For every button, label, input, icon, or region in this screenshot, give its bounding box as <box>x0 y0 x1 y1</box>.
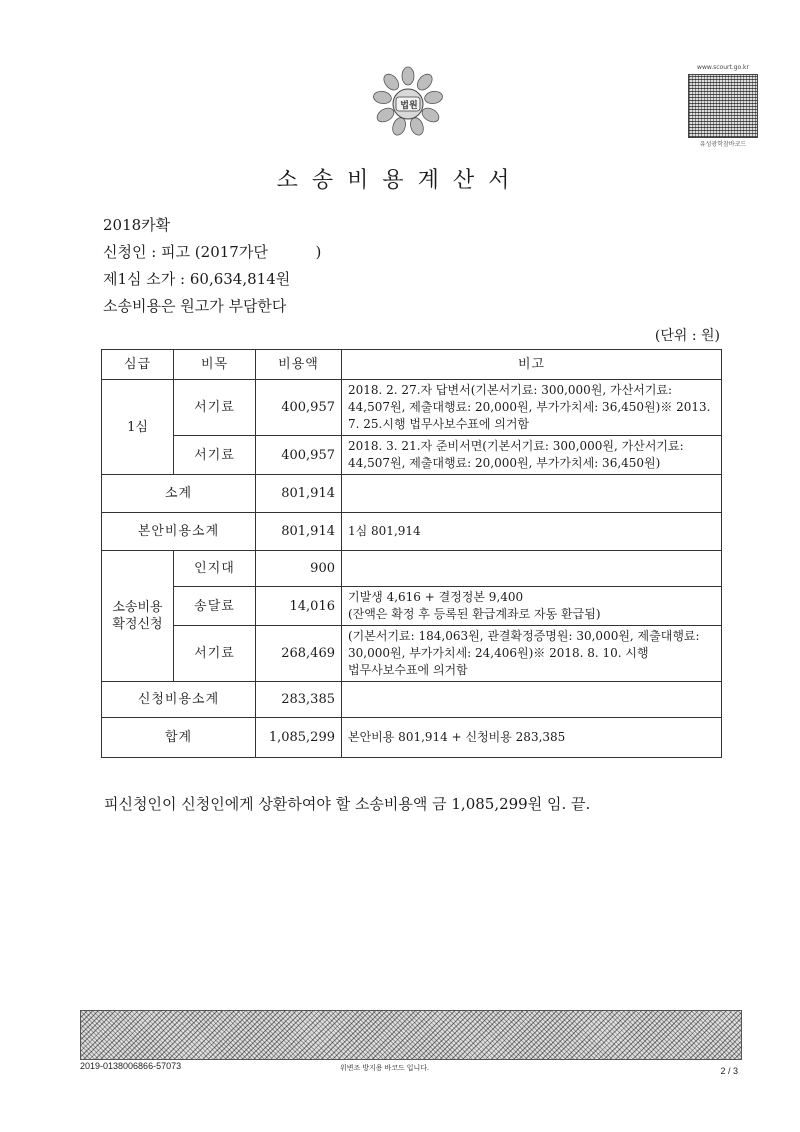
table-row <box>102 551 722 587</box>
main-subtotal-amount: 801,914 <box>256 513 342 551</box>
header-note: 비고 <box>342 350 722 380</box>
anti-forgery-barcode <box>80 1010 742 1060</box>
row-item: 송달료 <box>174 587 256 626</box>
total-note: 본안비용 801,914 + 신청비용 283,385 <box>342 718 722 758</box>
header-amount: 비용액 <box>256 350 342 380</box>
seal-label: 법원 <box>400 101 418 111</box>
main-subtotal-label: 본안비용소계 <box>102 513 256 551</box>
note-line: 법무사보수표에 의거함 <box>348 663 468 677</box>
unit-label: (단위 : 원) <box>654 328 720 344</box>
table-row <box>102 626 722 682</box>
row-amount: 400,957 <box>256 436 342 475</box>
barcode-caption: 유성광학참바코드 <box>699 141 747 148</box>
cost-table <box>101 349 722 758</box>
application-level <box>102 551 174 682</box>
conclusion-statement: 피신청인이 신청인에게 상환하여야 할 소송비용액 금 1,085,299원 임. 끝. <box>104 795 591 813</box>
note-line: 기발생 4,616 + 결정정본 9,400 <box>348 590 524 604</box>
subtotal-note <box>342 475 722 513</box>
row-amount: 14,016 <box>256 587 342 626</box>
subtotal-amount: 801,914 <box>256 475 342 513</box>
application-level-line1: 소송비용 <box>112 600 163 615</box>
row-amount: 900 <box>256 551 342 587</box>
row-note <box>342 587 722 626</box>
burden-statement: 소송비용은 원고가 부담한다 <box>103 297 287 315</box>
verification-barcode <box>688 74 758 138</box>
case-number: 2018카확 <box>103 216 171 234</box>
applicant-line: 신청인 : 피고 (2017가단 ) <box>103 243 322 261</box>
document-id: 2019-0138006866-57073 <box>80 1061 182 1071</box>
table-row <box>102 436 722 475</box>
subtotal-row <box>102 475 722 513</box>
application-subtotal-label: 신청비용소계 <box>102 682 256 718</box>
subtotal-label: 소계 <box>102 475 256 513</box>
row-item: 인지대 <box>174 551 256 587</box>
total-row <box>102 718 722 758</box>
table-row <box>102 380 722 436</box>
row-item: 서기료 <box>174 626 256 682</box>
row-item: 서기료 <box>174 380 256 436</box>
note-line: (기본서기료: 184,063원, 관결확정증명원: 30,000원, 제출대행료: <box>348 629 700 643</box>
barcode-url: www.scourt.go.kr <box>697 64 749 71</box>
application-subtotal-amount: 283,385 <box>256 682 342 718</box>
row-note: 2018. 2. 27.자 답변서(기본서기료: 300,000원, 가산서기료: 44,507원, 제출대행료: 20,000원, 부가가치세: 36,450원)※ 2013. 7. 25.시행 법무사보수표에 의거함 <box>342 380 722 436</box>
page-number: 2 / 3 <box>720 1066 738 1076</box>
table-row <box>102 587 722 626</box>
application-subtotal-note <box>342 682 722 718</box>
header-level: 심급 <box>102 350 174 380</box>
row-note <box>342 551 722 587</box>
total-amount: 1,085,299 <box>256 718 342 758</box>
row-item: 서기료 <box>174 436 256 475</box>
first-instance-value: 제1심 소가 : 60,634,814원 <box>103 270 291 288</box>
application-level-line2: 확정신청 <box>112 617 163 632</box>
total-label: 합계 <box>102 718 256 758</box>
document-title: 소송비용계산서 <box>276 168 524 193</box>
header-item: 비목 <box>174 350 256 380</box>
row-note: 2018. 3. 21.자 준비서면(기본서기료: 300,000원, 가산서기료: 44,507원, 제출대행료: 20,000원, 부가가치세: 36,450원) <box>342 436 722 475</box>
barcode-notice: 위변조 방지용 바코드 입니다. <box>340 1065 429 1072</box>
first-instance-level: 1심 <box>102 380 174 475</box>
row-amount: 400,957 <box>256 380 342 436</box>
main-subtotal-note: 1심 801,914 <box>342 513 722 551</box>
row-note <box>342 626 722 682</box>
application-subtotal-row <box>102 682 722 718</box>
court-seal <box>372 66 444 138</box>
note-line: (잔액은 확정 후 등록된 환급계좌로 자동 환급됨) <box>348 607 601 621</box>
note-line: 30,000원, 부가가치세: 24,406원)※ 2018. 8. 10. 시행 <box>348 646 649 660</box>
row-amount: 268,469 <box>256 626 342 682</box>
main-subtotal-row <box>102 513 722 551</box>
table-header-row <box>102 350 722 380</box>
